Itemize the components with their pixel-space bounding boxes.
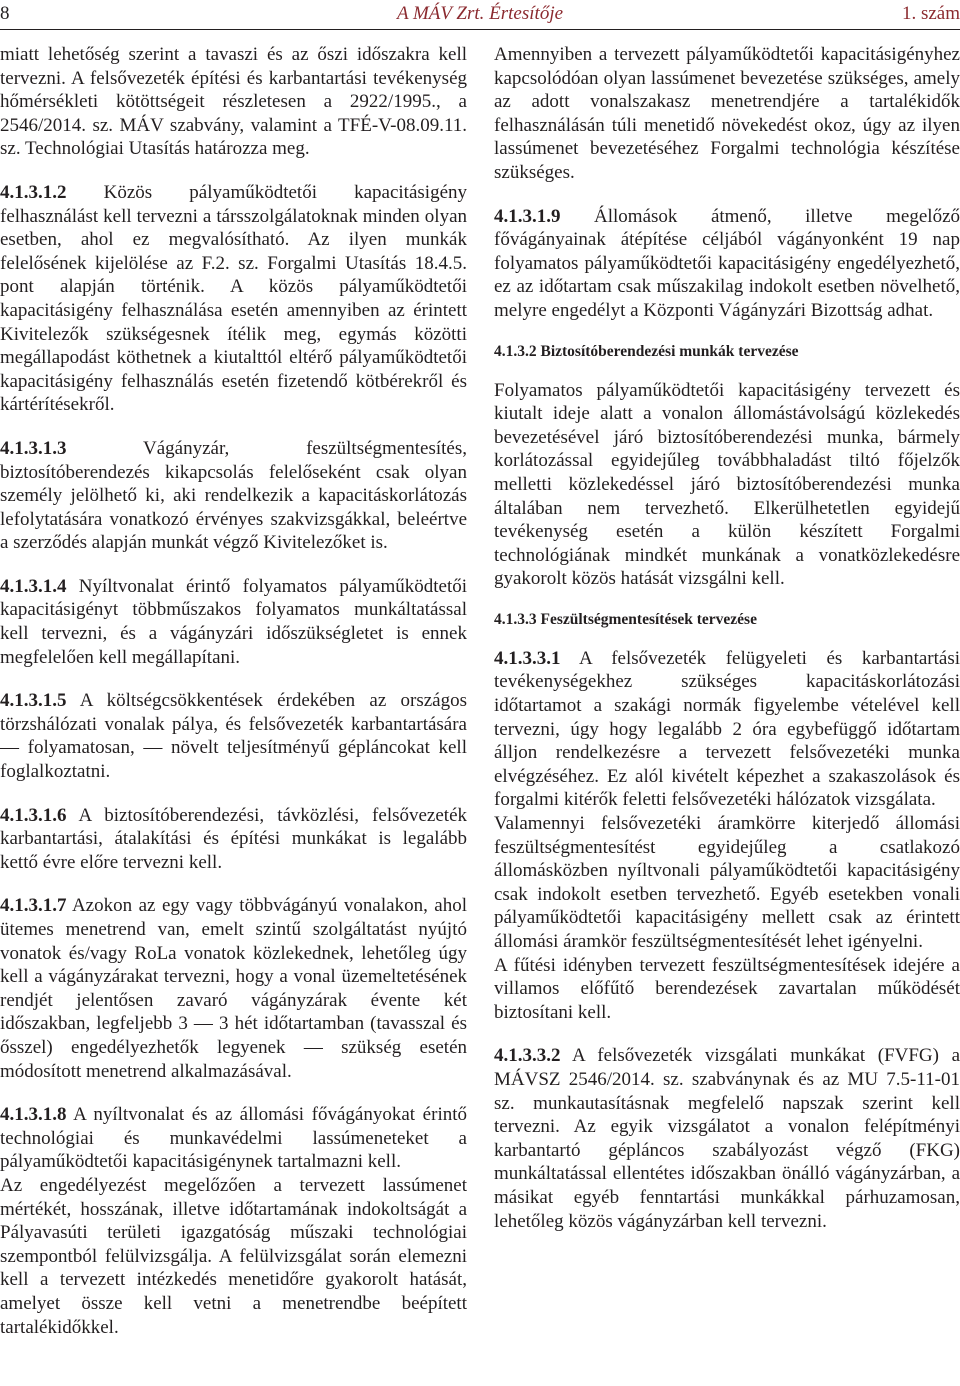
page-header xyxy=(0,0,960,32)
right-column xyxy=(494,43,960,1233)
paragraph-number: 4.1.3.1.7 xyxy=(0,895,67,917)
paragraph-number: 4.1.3.1.9 xyxy=(494,205,561,227)
paragraph-number: 4.1.3.3.1 xyxy=(494,647,561,669)
paragraph-number: 4.1.3.1.3 xyxy=(0,437,67,459)
paragraph: Valamennyi felsővezetéki áramkörre kiterjedő állomási feszültségmentesítést egyidejűleg a csatlakozó állomásközben nyíltvonali pályaműködtetői kapacitásigény csak indokolt esetben tervezhető. Egyéb esetekben vonali pályaműködtetői kapacitásigény mellett csak az érintett állomási áramkör feszültségmentesítését lehet igényelni. xyxy=(494,813,960,952)
paragraph: 4.1.3.3.2 A felsővezeték vizsgálati munkákat (FVFG) a MÁVSZ 2546/2014. sz. szabványnak és az MU 7.5-11-01 sz. munkautasításnak megfelelő napszak szerint kell tervezni. Az egyik vizsgálatot a vonalon felépítményi karbantartó gépláncos szabályozást végző (FKG) munkáltatással ellentétes időszakban önálló vágányzárban, a másikat egyéb fenntartási munkákkal párhuzamosan, lehetőleg közös vágányzárban kell tervezni. xyxy=(494,1045,960,1232)
paragraph-number: 4.1.3.1.4 xyxy=(0,575,67,597)
paragraph: 4.1.3.1.9 Állomások átmenő, illetve megelőző fővágányainak átépítése céljából vágányonként 19 nap folyamatos pályaműködtetői kapacitásigény engedélyezhető, ez az időtartam csak műszakilag indokolt esetben növelhető, melyre engedélyt a Központi Vágányzári Bizottság adhat. xyxy=(494,205,960,321)
paragraph-number: 4.1.3.1.5 xyxy=(0,690,67,712)
publication-title: A MÁV Zrt. Értesítője xyxy=(396,3,564,24)
section-heading: 4.1.3.3 Feszültségmentesítések tervezése xyxy=(494,610,757,628)
header-rule xyxy=(0,29,960,30)
paragraph: A fűtési idényben tervezett feszültségmentesítések idejére a villamos előfűtő berendezések zavartalan működését biztosítani kell. xyxy=(494,954,960,1023)
paragraph: 4.1.3.1.6 A biztosítóberendezési, távközlési, felsővezeték karbantartási, átalakítási és építési munkákat is legalább kettő évre előre tervezni kell. xyxy=(0,804,467,873)
paragraph: Az engedélyezést megelőzően a tervezett lassúmenet mértékét, hosszának, illetve időtartamának indokoltságát a Pályavasúti területi igazgatóság műszaki technológiai szempontból felülvizsgálja. A felülvizsgálat során elemezni kell a tervezett intézkedés menetidőre gyakorolt hatását, amelyet össze kell vetni a menetrendbe beépített tartalékidőkkel. xyxy=(0,1174,467,1338)
paragraph: 4.1.3.3.1 A felsővezeték felügyeleti és karbantartási tevékenységekhez szükséges kapacitáskorlátozási időtartamot a szakági normák figyelembe vételével kell tervezni, úgy hogy legalább 2 óra egybefüggő időtartam álljon rendelkezésre a tervezett felsővezetéki munka elvégzéséhez. Ez alól kivételt képezhet a szakaszolások és forgalmi kitérők feletti felsővezetéki hálózatok vizsgálata. xyxy=(494,647,960,811)
paragraph: 4.1.3.1.7 Azokon az egy vagy többvágányú vonalakon, ahol ütemes menetrend van, emelt szintű szolgáltatást nyújtó vonatok és/vagy RoLa vonatok közlekednek, lehetőleg úgy kell a vágányzárakat tervezni, hogy a vonal üzemeltetésének rendjét jelentősen zavaró vágányzárak évente két időszakban, legfeljebb 3 — 3 hét időtartamban (tavasszal és ősszel) engedélyezhetők legyenek — szükség esetén módosított menetrend alkalmazásával. xyxy=(0,895,468,1082)
paragraph: miatt lehetőség szerint a tavaszi és az őszi időszakra kell tervezni. A felsővezeték építési és karbantartási tevékenység hőmérsékleti kötöttségeit részletesen a 2922/1995., a 2546/2014. sz. MÁV szabvány, valamint a TFÉ-V-08.09.11. sz. Technológiai Utasítás határozza meg. xyxy=(0,44,467,160)
paragraph: 4.1.3.1.3 Vágányzár, feszültségmentesítés, biztosítóberendezés kikapcsolás felelőseként csak olyan személy jelölhető ki, aki rendelkezik a kapacitáskorlátozás lefolytatására vonatkozó érvényes szakvizsgákkal, beleértve a szerződés alapján munkát végző Kivitelezőket is. xyxy=(0,437,467,554)
issue-number: 1. szám xyxy=(901,3,960,24)
paragraph: 4.1.3.1.5 A költségcsökkentések érdekében az országos törzshálózati vonalak pálya, és felsővezeték karbantartására — folyamatosan, — növelt teljesítményű gépláncokat kell foglalkoztatni. xyxy=(0,690,468,783)
paragraph: 4.1.3.1.8 A nyíltvonalat és az állomási fővágányokat érintő technológiai és munkavédelmi lassúmeneteket a pályaműködtetői kapacitásigénynek tartalmazni kell. xyxy=(0,1104,467,1173)
paragraph-number: 4.1.3.1.6 xyxy=(0,804,67,826)
paragraph-number: 4.1.3.1.8 xyxy=(0,1104,67,1126)
page-number: 8 xyxy=(0,3,10,24)
paragraph: Folyamatos pályaműködtetői kapacitásigény tervezett és kiutalt ideje alatt a vonalon állomástávolságú közlekedés bevezetésével járó biztosítóberendezési munka, bármely korlátozással egyidejűleg továbbhaladást tiltó főjelzők melletti közlekedéssel járó biztosítóberendezési munka általában nem tervezhető. Elkerülhetetlen egyidejű tevékenység esetén a külön készített Forgalmi technológiának mindkét munkának a vonatközlekedésre gyakorolt közös hatását vizsgálni kell. xyxy=(494,379,960,590)
paragraph: Amennyiben a tervezett pályaműködtetői kapacitásigényhez kapcsolódóan olyan lassúmenet bevezetése szükséges, amely az adott vonalszakasz menetrendjére a tartalékidők felhasználásán túli menetidő növekedést okoz, úgy az ilyen lassúmenet bevezetéséhez Forgalmi technológia készítése szükséges. xyxy=(494,44,960,183)
section-heading: 4.1.3.2 Biztosítóberendezési munkák tervezése xyxy=(494,342,799,360)
paragraph-number: 4.1.3.3.2 xyxy=(494,1045,561,1067)
paragraph-number: 4.1.3.1.2 xyxy=(0,181,67,203)
paragraph: 4.1.3.1.2 Közös pályaműködtetői kapacitásigény felhasználást kell tervezni a társszolgálatoknak minden olyan esetben, ahol ez megvalósítható. Az ilyen munkák felelősének kijelölése az F.2. sz. Forgalmi Utasítás 18.4.5. pont alapján történik. A közös pályaműködtetői kapacitásigény felhasználása esetén amennyiben az érintett Kivitelezők szükségesnek ítélik meg, egymás közötti megállapodást köthetnek a kiutalttól eltérő pályaműködtetői kapacitásigény felhasználás esetén fizetendő kötbérekről és kártérítésekről. xyxy=(0,181,468,416)
left-column xyxy=(0,43,467,1339)
paragraph: 4.1.3.1.4 Nyíltvonalat érintő folyamatos pályaműködtetői kapacitásigényt többműszakos folyamatos munkáltatással kell tervezni, és a vágányzári időszükségletet is ennek megfelelően kell megállapítani. xyxy=(0,575,468,668)
